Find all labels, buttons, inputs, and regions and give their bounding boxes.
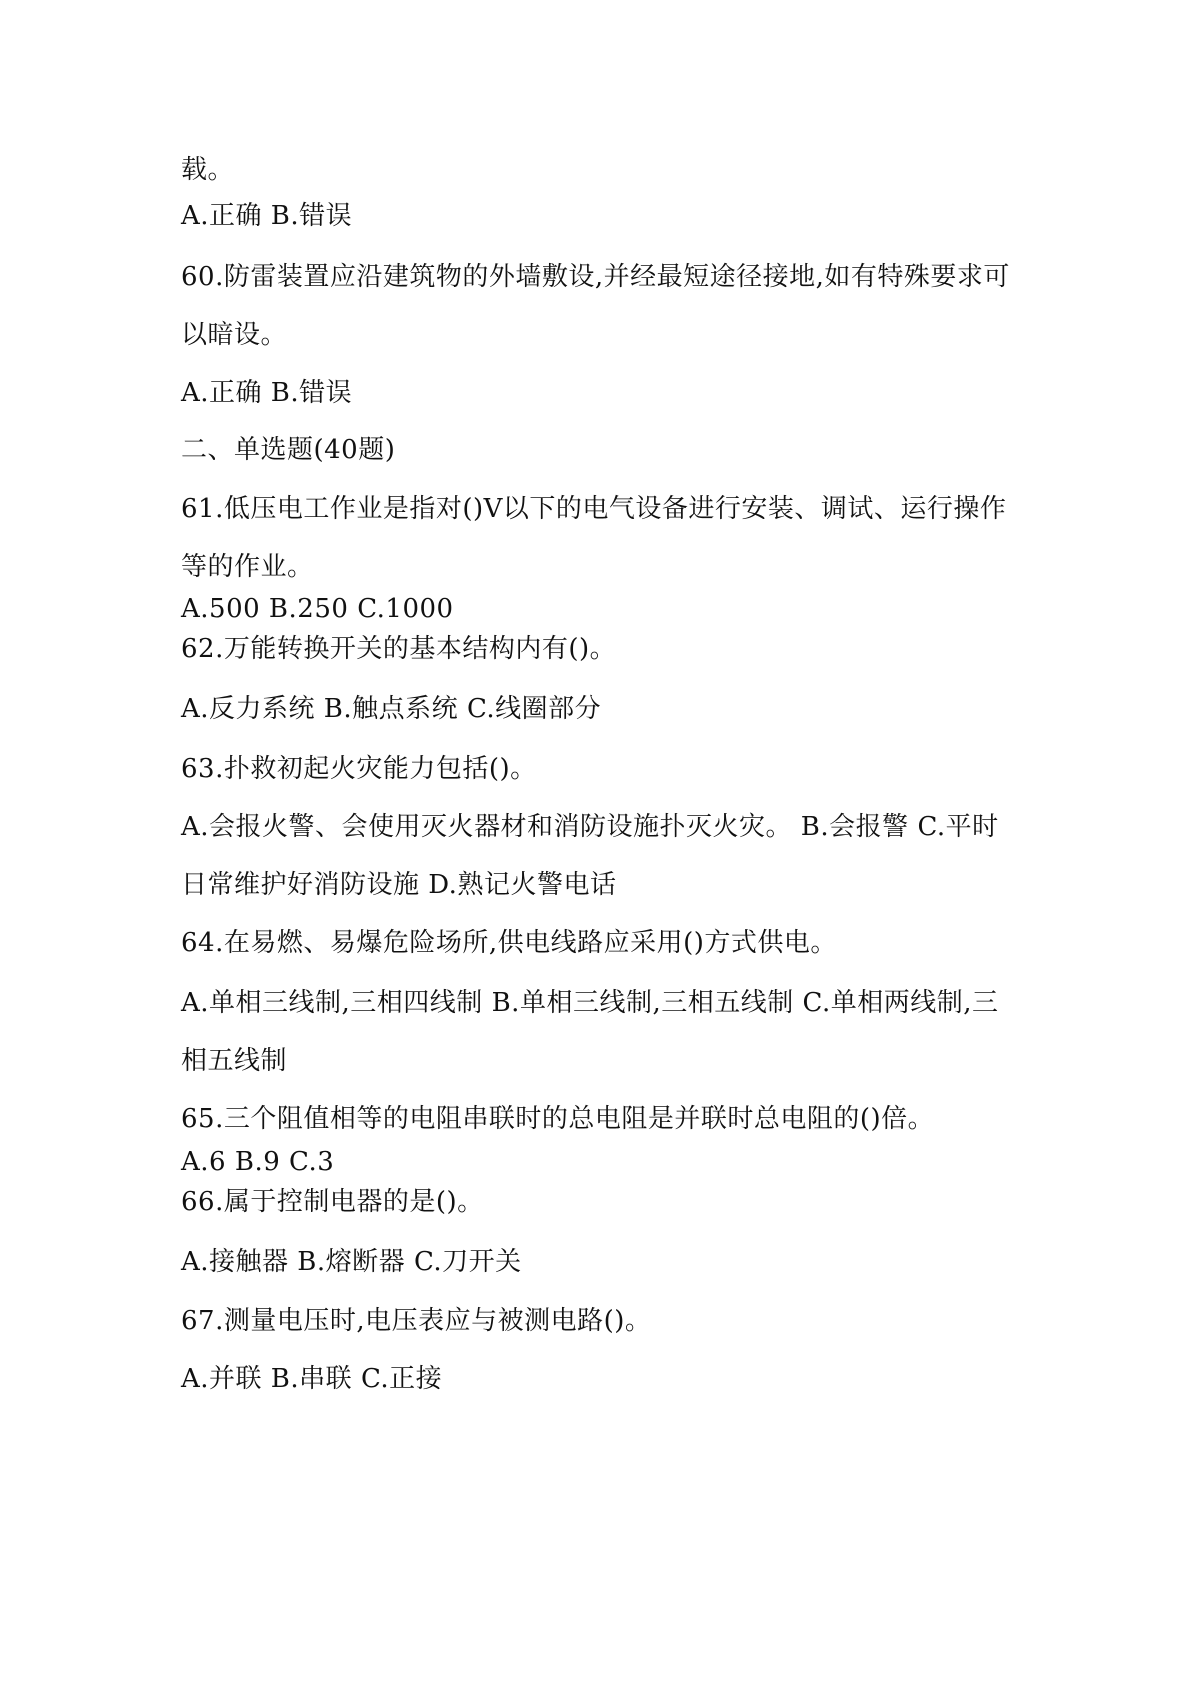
question-64: 64.在易燃、易爆危险场所,供电线路应采用()方式供电。 xyxy=(181,928,837,958)
answer-options: A.单相三线制,三相四线制 B.单相三线制,三相五线制 C.单相两线制,三 xyxy=(181,988,999,1018)
text-line: 日常维护好消防设施 D.熟记火警电话 xyxy=(181,870,617,900)
answer-options: A.接触器 B.熔断器 C.刀开关 xyxy=(181,1247,522,1277)
question-62: 62.万能转换开关的基本结构内有()。 xyxy=(181,634,617,664)
answer-options: A.会报火警、会使用灭火器材和消防设施扑灭火灾。 B.会报警 C.平时 xyxy=(181,812,999,842)
question-61: 61.低压电工作业是指对()V以下的电气设备进行安装、调试、运行操作 xyxy=(181,494,1007,524)
question-67: 67.测量电压时,电压表应与被测电路()。 xyxy=(181,1306,652,1336)
text-line: 等的作业。 xyxy=(181,552,314,582)
answer-options: A.正确 B.错误 xyxy=(181,378,353,408)
question-65: 65.三个阻值相等的电阻串联时的总电阻是并联时总电阻的()倍。 xyxy=(181,1104,935,1134)
question-63: 63.扑救初起火灾能力包括()。 xyxy=(181,754,537,784)
section-heading: 二、单选题(40题) xyxy=(181,435,396,465)
question-66: 66.属于控制电器的是()。 xyxy=(181,1187,484,1217)
answer-options: A.反力系统 B.触点系统 C.线圈部分 xyxy=(181,694,602,724)
answer-options: A.500 B.250 C.1000 xyxy=(181,594,454,624)
text-line: 相五线制 xyxy=(181,1046,288,1076)
answer-options: A.6 B.9 C.3 xyxy=(181,1147,335,1177)
text-line: 以暗设。 xyxy=(181,320,288,350)
answer-options: A.并联 B.串联 C.正接 xyxy=(181,1364,443,1394)
question-60: 60.防雷装置应沿建筑物的外墙敷设,并经最短途径接地,如有特殊要求可 xyxy=(181,262,1010,292)
answer-options: A.正确 B.错误 xyxy=(181,201,353,231)
text-line: 载。 xyxy=(181,155,235,185)
